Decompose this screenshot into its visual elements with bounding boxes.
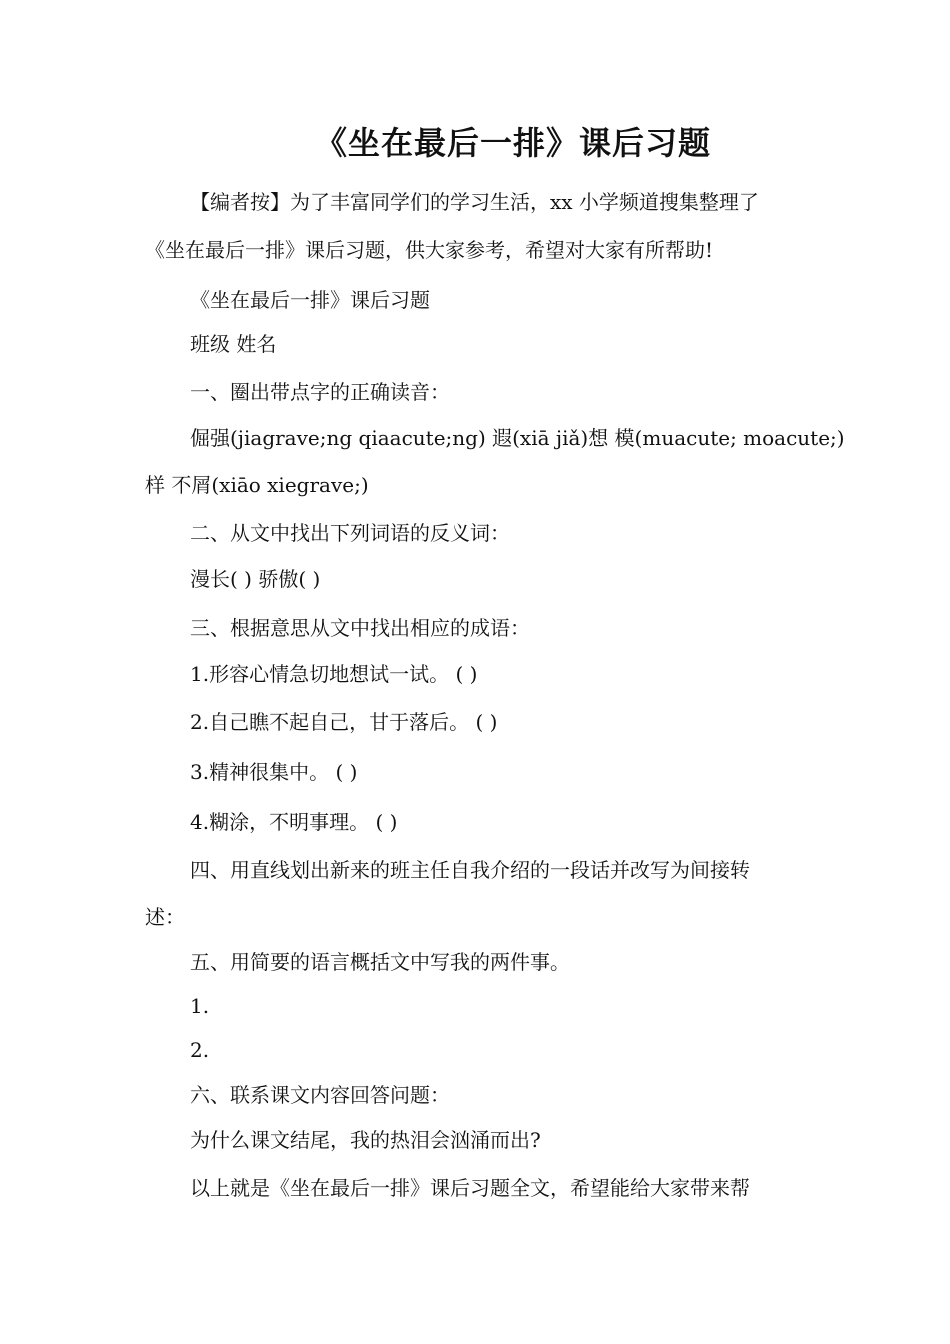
question-1-line-1: 倔强(jiagrave;ng qiaacute;ng) 遐(xiā jiǎ)想 模(muacute; moacute;) — [190, 426, 845, 450]
question-3-item-3: 3.精神很集中。 ( ) — [190, 760, 358, 784]
editor-note-line-2: 《坐在最后一排》课后习题，供大家参考，希望对大家有所帮助! — [145, 238, 714, 262]
question-5-item-1: 1. — [190, 994, 210, 1018]
question-3-item-1: 1.形容心情急切地想试一试。 ( ) — [190, 662, 478, 686]
question-2-heading: 二、从文中找出下列词语的反义词： — [190, 521, 510, 545]
question-6-prompt: 为什么课文结尾，我的热泪会汹涌而出? — [190, 1128, 541, 1152]
question-1-line-2: 样 不屑(xiāo xiegrave;) — [145, 473, 369, 497]
question-4-line-1: 四、用直线划出新来的班主任自我介绍的一段话并改写为间接转 — [190, 858, 750, 882]
question-5-item-2: 2. — [190, 1038, 210, 1062]
question-3-heading: 三、根据意思从文中找出相应的成语： — [190, 616, 530, 640]
question-2-items: 漫长( ) 骄傲( ) — [190, 567, 321, 591]
question-3-item-4: 4.糊涂，不明事理。 ( ) — [190, 810, 398, 834]
question-6-heading: 六、联系课文内容回答问题： — [190, 1083, 450, 1107]
subtitle: 《坐在最后一排》课后习题 — [190, 288, 430, 312]
document-title: 《坐在最后一排》课后习题 — [314, 124, 711, 162]
closing-line: 以上就是《坐在最后一排》课后习题全文，希望能给大家带来帮 — [190, 1176, 750, 1200]
question-4-line-2: 述： — [145, 905, 185, 929]
class-name-line: 班级 姓名 — [190, 332, 277, 356]
question-3-item-2: 2.自己瞧不起自己，甘于落后。 ( ) — [190, 710, 498, 734]
editor-note-line-1: 【编者按】为了丰富同学们的学习生活，xx 小学频道搜集整理了 — [190, 190, 759, 214]
question-1-heading: 一、圈出带点字的正确读音： — [190, 380, 450, 404]
question-5-heading: 五、用简要的语言概括文中写我的两件事。 — [190, 950, 570, 974]
